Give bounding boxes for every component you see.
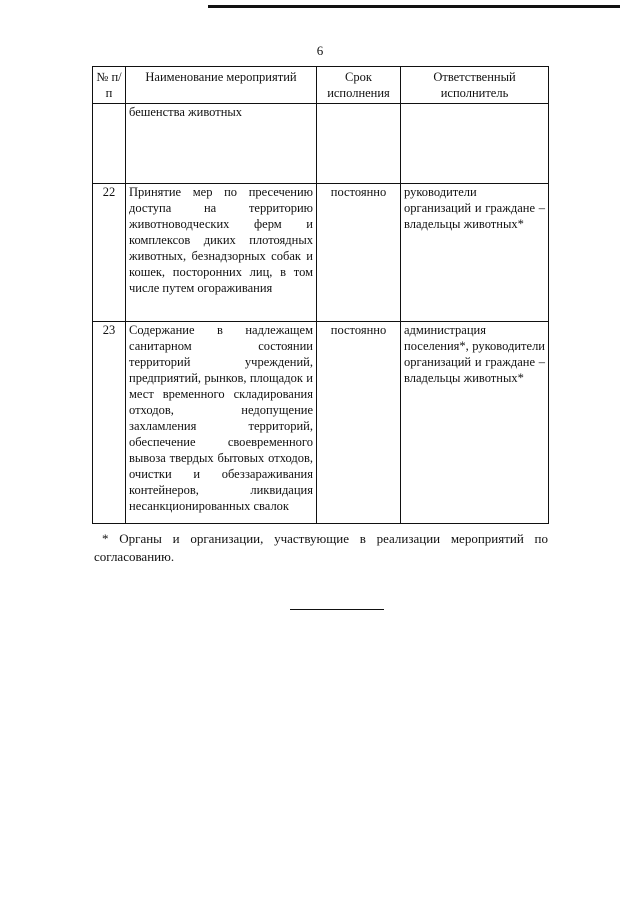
header-responsible: Ответственный исполнитель — [401, 67, 549, 104]
table-row — [93, 184, 549, 322]
row-term: постоянно — [317, 184, 401, 322]
row-name: Содержание в надлежащем санитарном состоянии территорий учреждений, предприятий, рынков, площадок и мест временного складирования отходов, недопущение захламления территорий, обеспечение своевременного вывоза твердых бытовых отходов, очистки и обеззараживания контейнеров, ликвидация несанкционированных свалок — [126, 322, 317, 524]
row-name: Принятие мер по пресечению доступа на территорию животноводческих ферм и комплексов диких плотоядных животных, безнадзорных собак и кошек, посторонних лиц, в том числе путем огораживания — [126, 184, 317, 322]
row-name: бешенства животных — [126, 104, 317, 184]
row-num: 23 — [93, 322, 126, 524]
header-name: Наименование мероприятий — [126, 67, 317, 104]
row-term: постоянно — [317, 322, 401, 524]
table-header-row — [93, 67, 549, 104]
header-num: № п/п — [93, 67, 126, 104]
row-responsible: руководители организаций и граждане – владельцы животных* — [401, 184, 549, 322]
table-row — [93, 104, 549, 184]
measures-table — [92, 66, 549, 524]
footnote: * Органы и организации, участвующие в реализации мероприятий по согласованию. — [94, 531, 548, 564]
row-num: 22 — [93, 184, 126, 322]
header-term: Срок исполнения — [317, 67, 401, 104]
row-responsible — [401, 104, 549, 184]
top-rule — [208, 5, 620, 8]
row-num — [93, 104, 126, 184]
table-row — [93, 322, 549, 524]
row-term — [317, 104, 401, 184]
page-number: 6 — [316, 43, 324, 58]
end-rule — [290, 609, 384, 610]
row-responsible: администрация поселения*, руководители организаций и граждане – владельцы животных* — [401, 322, 549, 524]
